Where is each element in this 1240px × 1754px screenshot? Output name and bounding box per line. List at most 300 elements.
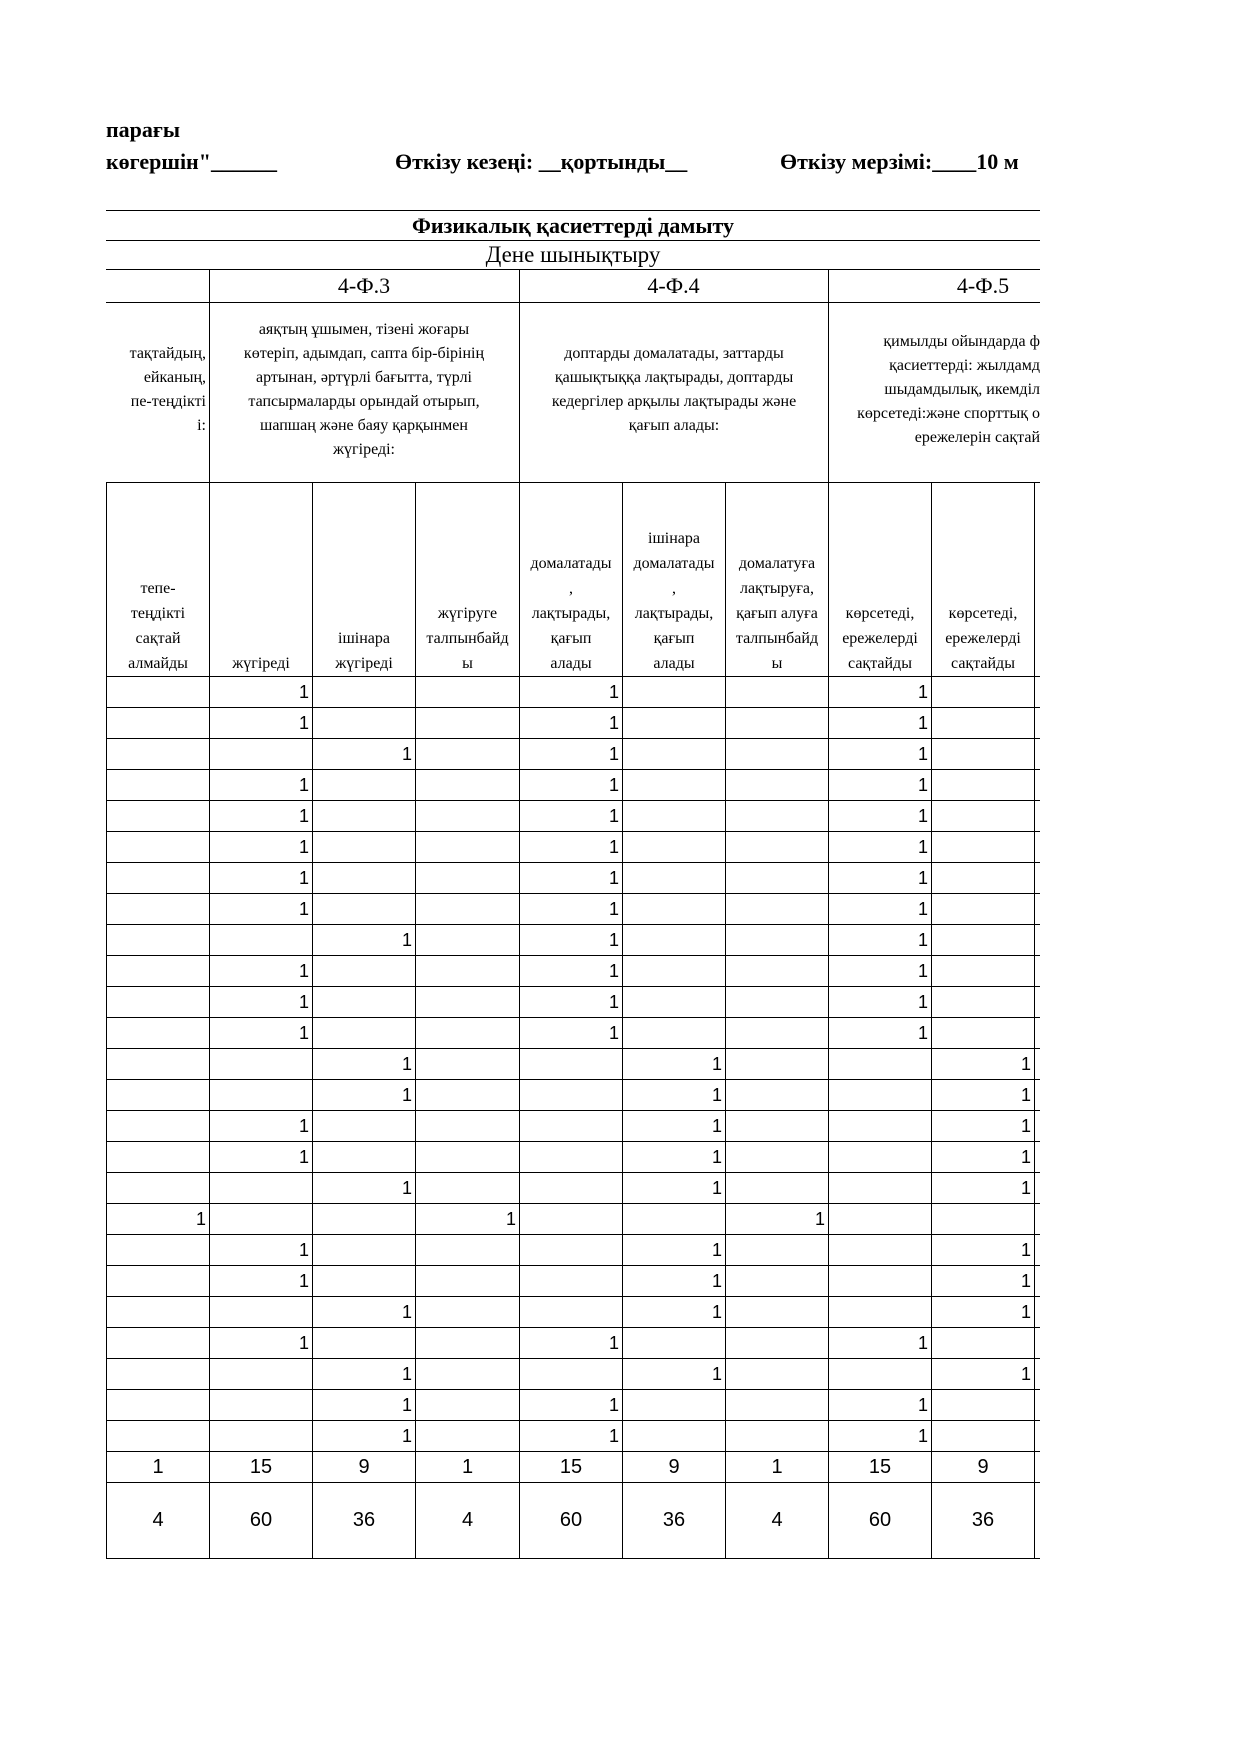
table-cell: 1 [210, 677, 313, 708]
table-cell [107, 677, 210, 708]
table-cell [1035, 708, 1041, 739]
table-row [107, 1111, 1041, 1142]
table-cell: 1 [623, 1080, 726, 1111]
table-cell [726, 1173, 829, 1204]
table-cell [107, 1235, 210, 1266]
table-cell: 1 [520, 832, 623, 863]
table-cell [726, 801, 829, 832]
table-cell [107, 770, 210, 801]
table-cell [107, 1359, 210, 1390]
table-cell: 1 [623, 1359, 726, 1390]
skill-description-f3: аяқтың ұшымен, тізені жоғары көтеріп, адымдап, сапта бір-бірінің артынан, әртүрлі бағытта, түрлі тапсырмаларды орындай отырып, шапшаң және баяу қарқынмен жүгіреді: [243, 321, 485, 458]
table-row [107, 677, 1041, 708]
table-cell: 1 [520, 739, 623, 770]
table-cell: 1 [623, 1235, 726, 1266]
table-cell [829, 1111, 932, 1142]
column-subheader: ішінара домалатады , лақтырады, қағып алады [623, 483, 726, 677]
table-cell [726, 1328, 829, 1359]
table-cell [1035, 1266, 1041, 1297]
table-cell: 1 [313, 1421, 416, 1452]
table-cell [623, 925, 726, 956]
table-cell [932, 708, 1035, 739]
table-row [107, 1390, 1041, 1421]
table-cell [829, 1359, 932, 1390]
table-cell: 1 [210, 770, 313, 801]
table-cell [416, 894, 520, 925]
table-cell [1035, 1390, 1041, 1421]
totals-row-cell: 9 [313, 1452, 416, 1483]
table-cell: 1 [520, 956, 623, 987]
table-cell: 1 [313, 1359, 416, 1390]
table-cell: 1 [932, 1359, 1035, 1390]
table-cell [932, 1328, 1035, 1359]
totals-row-cell: 1 [416, 1452, 520, 1483]
table-cell: 1 [210, 1018, 313, 1049]
table-cell [1035, 1018, 1041, 1049]
table-cell: 1 [829, 956, 932, 987]
table-cell: 1 [932, 1173, 1035, 1204]
table-cell [726, 1111, 829, 1142]
table-cell [623, 863, 726, 894]
table-cell [623, 801, 726, 832]
table-row [107, 1049, 1041, 1080]
table-cell [623, 894, 726, 925]
table-cell [210, 1297, 313, 1328]
table-cell: 1 [520, 708, 623, 739]
table-cell [726, 770, 829, 801]
table-cell [107, 987, 210, 1018]
table-cell [726, 987, 829, 1018]
table-cell: 1 [829, 1328, 932, 1359]
table-cell: 1 [210, 1328, 313, 1359]
table-row [107, 1359, 1041, 1390]
period-label: Өткізу кезеңі: __қортынды__ [395, 149, 688, 174]
percent-row-cell: 36 [313, 1483, 416, 1559]
table-cell [726, 1142, 829, 1173]
table-cell [623, 708, 726, 739]
table-cell [1035, 1235, 1041, 1266]
table-cell: 1 [313, 1049, 416, 1080]
table-cell: 1 [623, 1111, 726, 1142]
table-cell [1035, 894, 1041, 925]
column-subheader: көрсетеді, ережелерді сақтайды [829, 483, 932, 677]
table-cell [726, 677, 829, 708]
table-cell: 1 [623, 1173, 726, 1204]
table-cell: 1 [313, 1297, 416, 1328]
skill-code-f4: 4-Ф.4 [647, 273, 700, 298]
table-cell [107, 1390, 210, 1421]
table-cell: 1 [210, 956, 313, 987]
column-subheader: домалатуға лақтыруға, қағып алуға талпынбайд ы [726, 483, 829, 677]
table-row [107, 801, 1041, 832]
totals-row-cell [1035, 1452, 1041, 1483]
table-cell [932, 801, 1035, 832]
table-cell [416, 1049, 520, 1080]
table-cell [726, 1390, 829, 1421]
table-cell [932, 987, 1035, 1018]
table-cell [416, 1359, 520, 1390]
table-row [107, 708, 1041, 739]
table-cell [623, 739, 726, 770]
table-cell [1035, 1173, 1041, 1204]
table-cell: 1 [623, 1297, 726, 1328]
table-row [107, 894, 1041, 925]
table-cell: 1 [416, 1204, 520, 1235]
sheet-title-fragment: парағы [106, 117, 181, 142]
table-cell: 1 [829, 1421, 932, 1452]
table-cell [932, 1018, 1035, 1049]
table-cell [416, 1390, 520, 1421]
table-cell [623, 677, 726, 708]
totals-row-cell: 15 [520, 1452, 623, 1483]
table-cell [107, 1421, 210, 1452]
section-title: Физикалық қасиеттерді дамыту [411, 213, 735, 238]
table-cell: 1 [210, 708, 313, 739]
table-cell: 1 [520, 925, 623, 956]
table-cell [829, 1204, 932, 1235]
table-cell [520, 1297, 623, 1328]
table-cell [107, 863, 210, 894]
table-cell [726, 1018, 829, 1049]
table-cell: 1 [520, 1390, 623, 1421]
table-cell [1035, 739, 1041, 770]
column-subheader: домалатады , лақтырады, қағып алады [520, 483, 623, 677]
totals-row-cell: 1 [107, 1452, 210, 1483]
table-cell [726, 1235, 829, 1266]
table-cell [107, 956, 210, 987]
table-cell: 1 [829, 1390, 932, 1421]
table-cell: 1 [932, 1266, 1035, 1297]
table-cell: 1 [623, 1049, 726, 1080]
totals-row-cell: 15 [829, 1452, 932, 1483]
table-cell [623, 1204, 726, 1235]
table-cell: 1 [829, 925, 932, 956]
table-cell [1035, 1142, 1041, 1173]
table-cell [932, 863, 1035, 894]
table-cell [623, 956, 726, 987]
table-cell [726, 708, 829, 739]
table-cell [1035, 956, 1041, 987]
table-cell [210, 925, 313, 956]
table-cell: 1 [210, 801, 313, 832]
table-cell [107, 739, 210, 770]
table-cell [313, 770, 416, 801]
table-cell [313, 1111, 416, 1142]
table-cell: 1 [726, 1204, 829, 1235]
skill-description-f5: қимылды ойындарда ф қасиеттерді: жылдамд шыдамдылық, икемділ көрсетеді:және спорттық о ережелерін сақтай [857, 333, 1040, 446]
table-row [107, 1297, 1041, 1328]
table-cell [313, 956, 416, 987]
table-cell [1035, 677, 1041, 708]
table-cell [1035, 1359, 1041, 1390]
skill-description-f2: тақтайдың, ейканың, пе-теңдікті і: [129, 345, 206, 434]
table-cell: 1 [829, 1018, 932, 1049]
table-row [107, 1142, 1041, 1173]
table-cell: 1 [829, 894, 932, 925]
table-cell [726, 1266, 829, 1297]
table-cell [520, 1235, 623, 1266]
table-cell [107, 1018, 210, 1049]
table-cell: 1 [520, 863, 623, 894]
percent-row-cell: 60 [520, 1483, 623, 1559]
table-cell [416, 925, 520, 956]
table-cell [313, 1142, 416, 1173]
table-cell [726, 1049, 829, 1080]
column-subheader: жүгіреді [210, 483, 313, 677]
table-cell [1035, 987, 1041, 1018]
table-cell: 1 [313, 1080, 416, 1111]
table-cell: 1 [210, 1266, 313, 1297]
table-row [107, 770, 1041, 801]
table-cell: 1 [313, 739, 416, 770]
assessment-table [106, 482, 1040, 1559]
table-cell [210, 1049, 313, 1080]
totals-row-cell: 1 [726, 1452, 829, 1483]
table-cell [520, 1359, 623, 1390]
table-cell [932, 832, 1035, 863]
table-cell: 1 [829, 863, 932, 894]
table-cell: 1 [520, 894, 623, 925]
table-cell [107, 1111, 210, 1142]
table-row [107, 1173, 1041, 1204]
table-cell [1035, 863, 1041, 894]
table-row [107, 832, 1041, 863]
table-cell [107, 1173, 210, 1204]
table-cell [1035, 1297, 1041, 1328]
skill-code-f3: 4-Ф.3 [337, 273, 391, 298]
table-cell [416, 1142, 520, 1173]
table-cell [623, 1018, 726, 1049]
table-cell [1035, 1080, 1041, 1111]
table-cell [313, 677, 416, 708]
table-cell [313, 863, 416, 894]
table-cell [313, 1235, 416, 1266]
table-cell [416, 1018, 520, 1049]
table-cell [932, 894, 1035, 925]
table-cell [932, 677, 1035, 708]
table-cell [623, 1390, 726, 1421]
table-cell [520, 1142, 623, 1173]
percent-row-cell: 4 [416, 1483, 520, 1559]
table-cell [416, 1080, 520, 1111]
percent-row-cell: 4 [726, 1483, 829, 1559]
percent-row-cell: 4 [107, 1483, 210, 1559]
table-cell: 1 [210, 863, 313, 894]
table-cell [313, 1266, 416, 1297]
grid-viewport [106, 0, 1040, 1754]
skill-code-f5: 4-Ф.5 [956, 273, 1010, 298]
table-row [107, 1018, 1041, 1049]
table-cell [210, 1359, 313, 1390]
column-subheader: тепе- теңдікті сақтай алмайды [107, 483, 210, 677]
table-cell [520, 1266, 623, 1297]
table-row [107, 1080, 1041, 1111]
table-cell [1035, 801, 1041, 832]
table-cell [520, 1080, 623, 1111]
table-cell [1035, 1421, 1041, 1452]
percent-row-cell: 60 [210, 1483, 313, 1559]
table-cell [107, 1142, 210, 1173]
percent-row-cell: 36 [623, 1483, 726, 1559]
table-cell: 1 [932, 1142, 1035, 1173]
table-cell [416, 1235, 520, 1266]
table-cell [210, 1390, 313, 1421]
table-cell [932, 739, 1035, 770]
percent-row-cell [1035, 1483, 1041, 1559]
table-cell: 1 [829, 801, 932, 832]
table-cell [726, 894, 829, 925]
table-cell [623, 770, 726, 801]
table-cell: 1 [210, 1111, 313, 1142]
table-cell [726, 956, 829, 987]
table-cell: 1 [520, 801, 623, 832]
table-cell [416, 987, 520, 1018]
table-cell: 1 [829, 708, 932, 739]
table-cell [623, 1421, 726, 1452]
table-cell: 1 [829, 770, 932, 801]
table-cell [520, 1204, 623, 1235]
table-cell [107, 1266, 210, 1297]
totals-row-cell: 15 [210, 1452, 313, 1483]
table-cell [1035, 925, 1041, 956]
table-cell [107, 801, 210, 832]
table-cell [416, 1173, 520, 1204]
table-cell [726, 1421, 829, 1452]
table-cell: 1 [829, 677, 932, 708]
table-cell [416, 1266, 520, 1297]
totals-row-cell: 9 [932, 1452, 1035, 1483]
table-cell [520, 1111, 623, 1142]
table-cell [210, 1173, 313, 1204]
table-row [107, 1328, 1041, 1359]
table-cell [932, 1421, 1035, 1452]
table-cell: 1 [107, 1204, 210, 1235]
table-cell [829, 1173, 932, 1204]
table-cell [416, 1297, 520, 1328]
table-cell [726, 1297, 829, 1328]
group-name: көгершін"______ [106, 149, 277, 174]
percent-row-cell: 60 [829, 1483, 932, 1559]
table-cell [107, 1049, 210, 1080]
table-cell: 1 [313, 1173, 416, 1204]
table-cell: 1 [829, 832, 932, 863]
table-cell: 1 [932, 1049, 1035, 1080]
table-cell [829, 1142, 932, 1173]
table-cell [313, 832, 416, 863]
table-row [107, 1204, 1041, 1235]
table-cell: 1 [210, 987, 313, 1018]
table-row [107, 987, 1041, 1018]
table-cell [1035, 1328, 1041, 1359]
table-cell [107, 894, 210, 925]
table-cell [726, 1359, 829, 1390]
table-cell: 1 [210, 1142, 313, 1173]
skill-description-f4: доптарды домалатады, заттарды қашықтыққа лақтырады, доптарды кедергілер арқылы лақтырады және қағып алады: [551, 345, 797, 434]
table-cell: 1 [829, 987, 932, 1018]
table-cell [107, 1297, 210, 1328]
table-row [107, 1266, 1041, 1297]
table-cell [726, 739, 829, 770]
table-cell: 1 [520, 770, 623, 801]
table-cell: 1 [520, 677, 623, 708]
table-cell: 1 [520, 1018, 623, 1049]
table-cell [416, 832, 520, 863]
table-cell [829, 1297, 932, 1328]
table-cell [1035, 1049, 1041, 1080]
table-cell: 1 [210, 894, 313, 925]
table-cell [313, 801, 416, 832]
table-row [107, 956, 1041, 987]
table-cell: 1 [210, 1235, 313, 1266]
table-cell [1035, 832, 1041, 863]
table-cell [829, 1049, 932, 1080]
table-cell [416, 801, 520, 832]
table-cell [932, 925, 1035, 956]
table-cell [313, 708, 416, 739]
table-cell: 1 [210, 832, 313, 863]
table-cell [726, 925, 829, 956]
table-cell [210, 1080, 313, 1111]
table-cell [416, 708, 520, 739]
table-cell [726, 863, 829, 894]
percent-row [107, 1483, 1041, 1559]
table-cell [313, 894, 416, 925]
totals-row-cell: 9 [623, 1452, 726, 1483]
table-cell [313, 1204, 416, 1235]
table-cell [1035, 1111, 1041, 1142]
table-cell [416, 677, 520, 708]
table-cell: 1 [313, 1390, 416, 1421]
table-cell: 1 [313, 925, 416, 956]
table-cell [416, 863, 520, 894]
column-subheader: ішінара жүгіреді [313, 483, 416, 677]
table-cell [210, 1421, 313, 1452]
table-cell [520, 1173, 623, 1204]
table-cell: 1 [623, 1266, 726, 1297]
table-cell [932, 1204, 1035, 1235]
table-cell [726, 1080, 829, 1111]
percent-row-cell: 36 [932, 1483, 1035, 1559]
table-cell [726, 832, 829, 863]
column-subheader: көрсетеді, ережелерді сақтайды [932, 483, 1035, 677]
table-cell [932, 956, 1035, 987]
table-cell: 1 [520, 987, 623, 1018]
table-cell [1035, 1204, 1041, 1235]
table-cell: 1 [932, 1080, 1035, 1111]
totals-row [107, 1452, 1041, 1483]
table-cell: 1 [932, 1111, 1035, 1142]
table-cell [416, 1328, 520, 1359]
table-row [107, 1235, 1041, 1266]
column-subheader: жүгіруге талпынбайд ы [416, 483, 520, 677]
column-subheader [1035, 483, 1041, 677]
table-cell [623, 832, 726, 863]
table-cell: 1 [932, 1297, 1035, 1328]
table-cell [107, 708, 210, 739]
table-cell [1035, 770, 1041, 801]
table-cell [829, 1235, 932, 1266]
table-row [107, 925, 1041, 956]
table-cell [313, 1018, 416, 1049]
table-cell [932, 770, 1035, 801]
date-label: Өткізу мерзімі:____10 м [780, 149, 1019, 174]
table-row [107, 1421, 1041, 1452]
table-cell [416, 739, 520, 770]
table-cell [932, 1390, 1035, 1421]
table-cell [107, 832, 210, 863]
table-cell [416, 770, 520, 801]
table-cell [107, 1328, 210, 1359]
